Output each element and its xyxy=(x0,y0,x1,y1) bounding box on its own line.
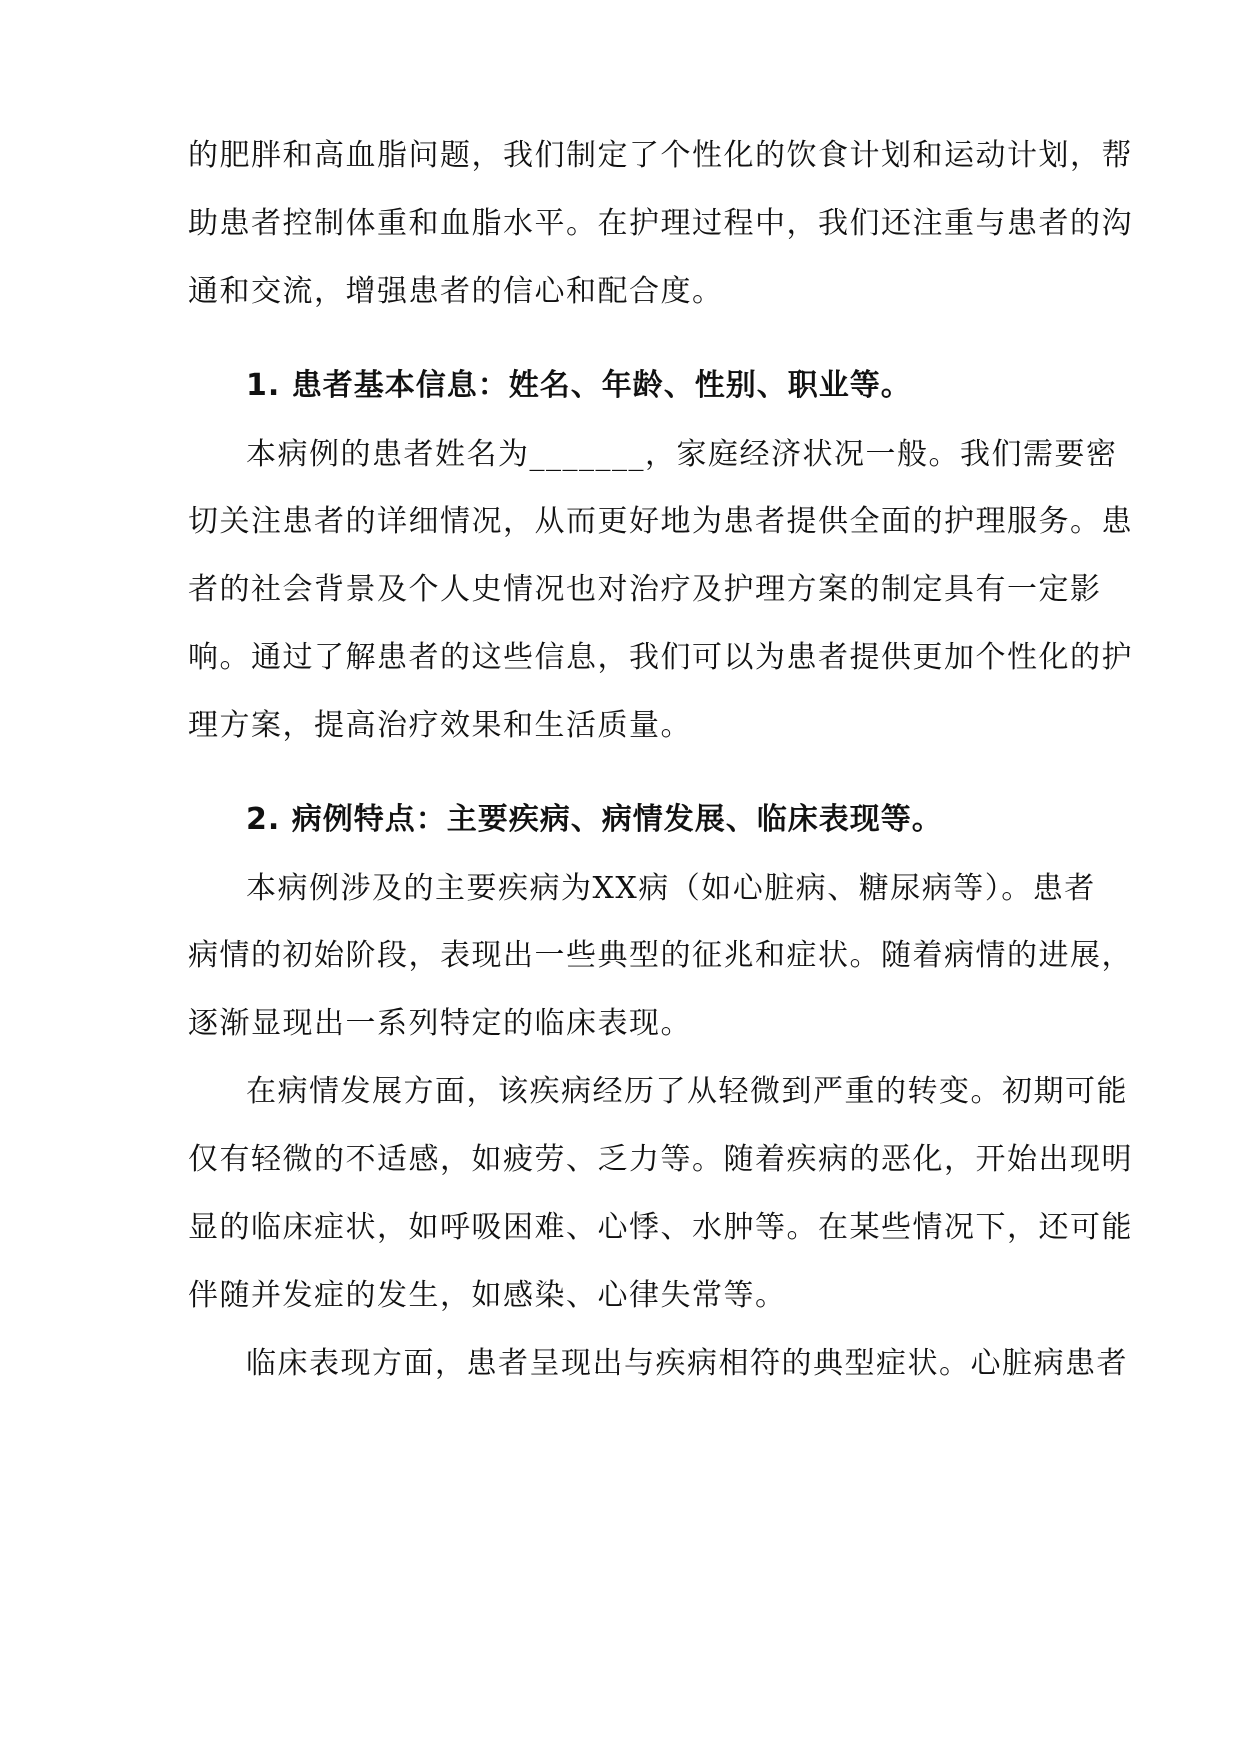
section1-line-5: 理方案，提高治疗效果和生活质量。 xyxy=(188,708,692,743)
section2-p2-line-1: 在病情发展方面，该疾病经历了从轻微到严重的转变。初期可能 xyxy=(246,1074,1128,1109)
intro-line-3: 通和交流，增强患者的信心和配合度。 xyxy=(188,274,724,309)
section1-line-4: 响。通过了解患者的这些信息，我们可以为患者提供更加个性化的护 xyxy=(188,640,1133,675)
section1-line-3: 者的社会背景及个人史情况也对治疗及护理方案的制定具有一定影 xyxy=(188,572,1102,607)
intro-line-1: 的肥胖和高血脂问题，我们制定了个性化的饮食计划和运动计划，帮 xyxy=(188,138,1133,173)
section2-p2-line-2: 仅有轻微的不适感，如疲劳、乏力等。随着疾病的恶化，开始出现明 xyxy=(188,1142,1133,1177)
section1-line-2: 切关注患者的详细情况，从而更好地为患者提供全面的护理服务。患 xyxy=(188,504,1133,539)
intro-line-2: 助患者控制体重和血脂水平。在护理过程中，我们还注重与患者的沟 xyxy=(188,206,1133,241)
section2-heading: 2. 病例特点：主要疾病、病情发展、临床表现等。 xyxy=(246,802,943,837)
section2-p2-line-4: 伴随并发症的发生，如感染、心律失常等。 xyxy=(188,1278,787,1313)
section2-p1-line-1: 本病例涉及的主要疾病为XX病（如心脏病、糖尿病等）。患者 xyxy=(246,871,1096,906)
section2-p1-line-3: 逐渐显现出一系列特定的临床表现。 xyxy=(188,1006,692,1041)
section2-p1-line-2: 病情的初始阶段，表现出一些典型的征兆和症状。随着病情的进展， xyxy=(188,938,1133,973)
section1-line-1: 本病例的患者姓名为_______，家庭经济状况一般。我们需要密 xyxy=(246,437,1118,472)
section1-heading: 1. 患者基本信息：姓名、年龄、性别、职业等。 xyxy=(246,368,912,403)
section2-p2-line-3: 显的临床症状，如呼吸困难、心悸、水肿等。在某些情况下，还可能 xyxy=(188,1210,1133,1245)
section2-p3-line-1: 临床表现方面，患者呈现出与疾病相符的典型症状。心脏病患者 xyxy=(246,1346,1128,1381)
